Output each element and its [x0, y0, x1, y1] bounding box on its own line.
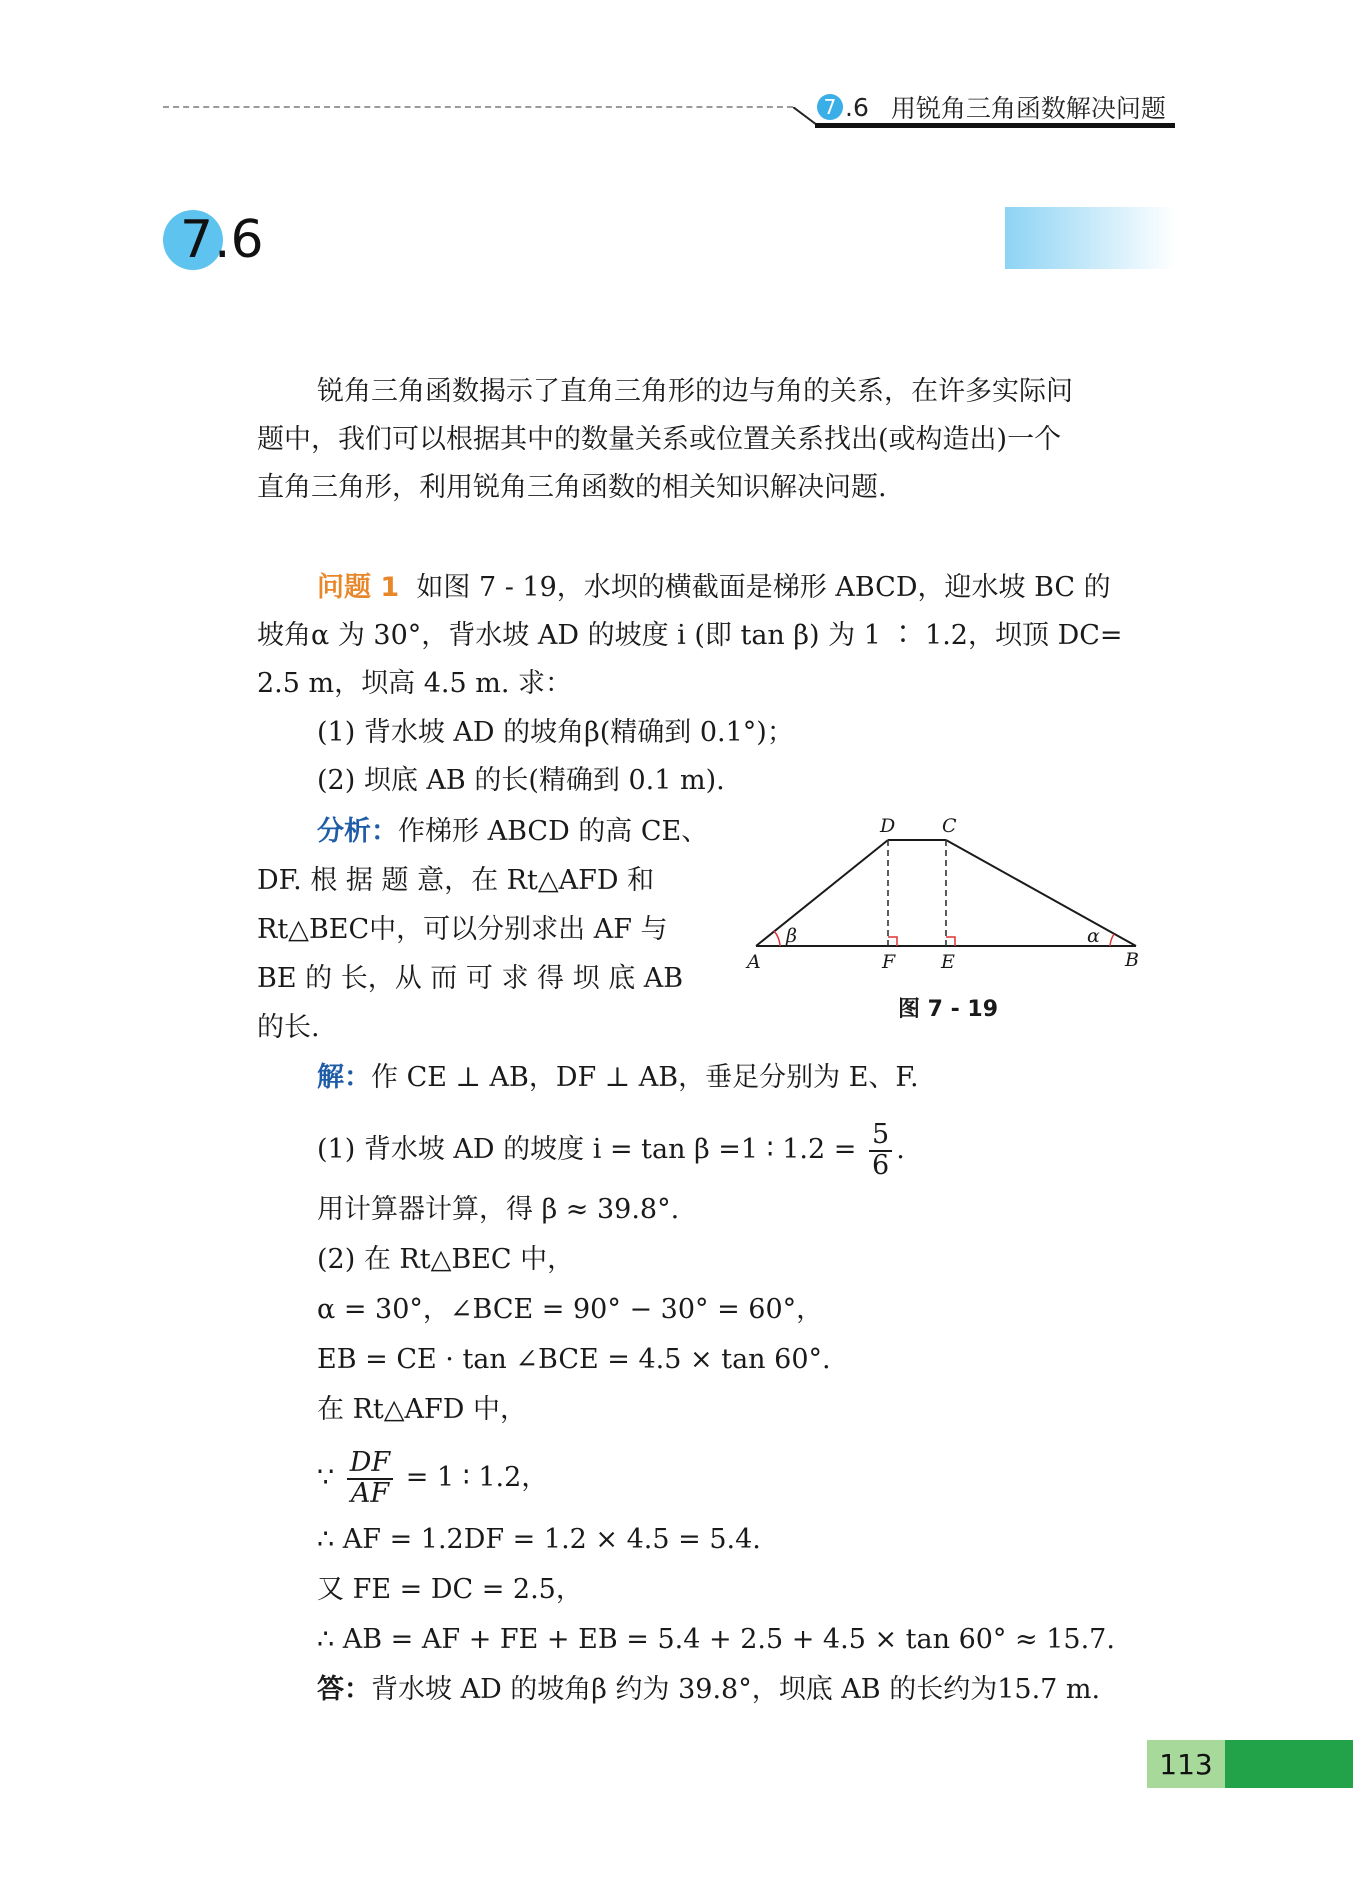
problem-question-2: (2) 坝底 AB 的长(精确到 0.1 m).	[317, 765, 725, 796]
label-E: E	[941, 951, 955, 973]
problem-text-1: 如图 7 - 19，水坝的横截面是梯形 ABCD，迎水坡 BC 的	[416, 572, 1111, 603]
problem-line-1	[317, 564, 1111, 612]
solution-line-10: ∴ AB = AF + FE + EB = 5.4 + 2.5 + 4.5 × tan 60° ≈ 15.7.	[317, 1624, 1115, 1655]
fraction-df-numerator: DF	[347, 1449, 393, 1479]
solution-line-4: α = 30°，∠BCE = 90° − 30° = 60°，	[317, 1294, 824, 1325]
fraction-denominator: 6	[872, 1149, 890, 1181]
height-dashed-lines	[888, 840, 946, 946]
problem-line-3: 2.5 m，坝高 4.5 m. 求：	[257, 668, 572, 699]
section-number-major: 7	[180, 210, 214, 270]
analysis-line-2: DF. 根 据 题 意，在 Rt△AFD 和	[257, 865, 655, 896]
page-footer-bar	[1225, 1740, 1353, 1788]
label-C: C	[942, 815, 957, 837]
fraction-five-sixths	[869, 1121, 892, 1180]
label-alpha: α	[1087, 925, 1100, 947]
analysis-text-1: 作梯形 ABCD 的高 CE、	[398, 816, 709, 847]
solution-label: 解：	[317, 1062, 371, 1093]
page-number: 113	[1159, 1747, 1213, 1781]
intro-line-3: 直角三角形，利用锐角三角函数的相关知识解决问题.	[257, 472, 887, 503]
label-A: A	[747, 951, 761, 973]
solution-step-7-suffix: = 1 ∶ 1.2，	[405, 1462, 549, 1493]
analysis-line-5: 的长.	[257, 1012, 320, 1043]
header-dashed-rule	[163, 106, 793, 108]
solution-line-9: 又 FE = DC = 2.5，	[317, 1574, 583, 1605]
because-symbol: ∵	[317, 1462, 335, 1493]
label-beta: β	[786, 925, 797, 947]
angle-arcs	[774, 931, 1114, 946]
fraction-numerator: 5	[869, 1121, 892, 1151]
solution-text-intro: 作 CE ⊥ AB，DF ⊥ AB，垂足分别为 E、F.	[371, 1062, 919, 1093]
section-gradient-bar	[1005, 207, 1175, 269]
header-section-suffix: .6	[845, 92, 869, 122]
header-chapter-bubble: 7	[817, 94, 843, 120]
problem-line-2: 坡角α 为 30°，背水坡 AD 的坡度 i (即 tan β) 为 1 ∶ 1.2，坝顶 DC=	[257, 620, 1123, 651]
solution-step-1-text: (1) 背水坡 AD 的坡度 i = tan β =1 ∶ 1.2 =	[317, 1134, 857, 1165]
answer-label: 答：	[317, 1674, 371, 1705]
right-angle-marks	[888, 937, 955, 946]
answer-line	[317, 1670, 1100, 1710]
fraction-df-af	[347, 1449, 393, 1508]
answer-text: 背水坡 AD 的坡角β 约为 39.8°，坝底 AB 的长约为15.7 m.	[371, 1674, 1101, 1705]
fraction-af-denominator: AF	[350, 1477, 390, 1509]
trapezoid-figure	[740, 810, 1150, 980]
solution-line-5: EB = CE · tan ∠BCE = 4.5 × tan 60°.	[317, 1344, 831, 1375]
label-D: D	[880, 815, 896, 837]
solution-line-6: 在 Rt△AFD 中，	[317, 1394, 527, 1425]
solution-line-7	[317, 1445, 548, 1511]
solution-step-1-suffix: .	[896, 1134, 905, 1165]
solution-line-intro	[317, 1058, 919, 1098]
analysis-line-3: Rt△BEC中，可以分别求出 AF 与	[257, 914, 668, 945]
header-title: 用锐角三角函数解决问题	[890, 94, 1166, 123]
intro-line-2: 题中，我们可以根据其中的数量关系或位置关系找出(或构造出)一个	[257, 424, 1062, 455]
intro-line-1: 锐角三角函数揭示了直角三角形的边与角的关系，在许多实际问	[317, 376, 1073, 407]
analysis-label: 分析：	[317, 816, 398, 847]
label-B: B	[1125, 949, 1139, 971]
solution-line-1	[317, 1120, 905, 1180]
figure-caption: 图 7 - 19	[898, 997, 999, 1022]
analysis-line-1	[317, 807, 708, 856]
analysis-line-4: BE 的 长，从 而 可 求 得 坝 底 AB	[257, 963, 684, 994]
solution-line-3: (2) 在 Rt△BEC 中，	[317, 1244, 575, 1275]
problem-question-1: (1) 背水坡 AD 的坡角β(精确到 0.1°)；	[317, 717, 794, 748]
section-number-minor: .6	[214, 210, 264, 270]
running-header	[817, 90, 1166, 124]
problem-label: 问题 1	[317, 572, 400, 603]
solution-line-2: 用计算器计算，得 β ≈ 39.8°.	[317, 1194, 680, 1225]
label-F: F	[882, 951, 896, 973]
solution-line-8: ∴ AF = 1.2DF = 1.2 × 4.5 = 5.4.	[317, 1524, 761, 1555]
